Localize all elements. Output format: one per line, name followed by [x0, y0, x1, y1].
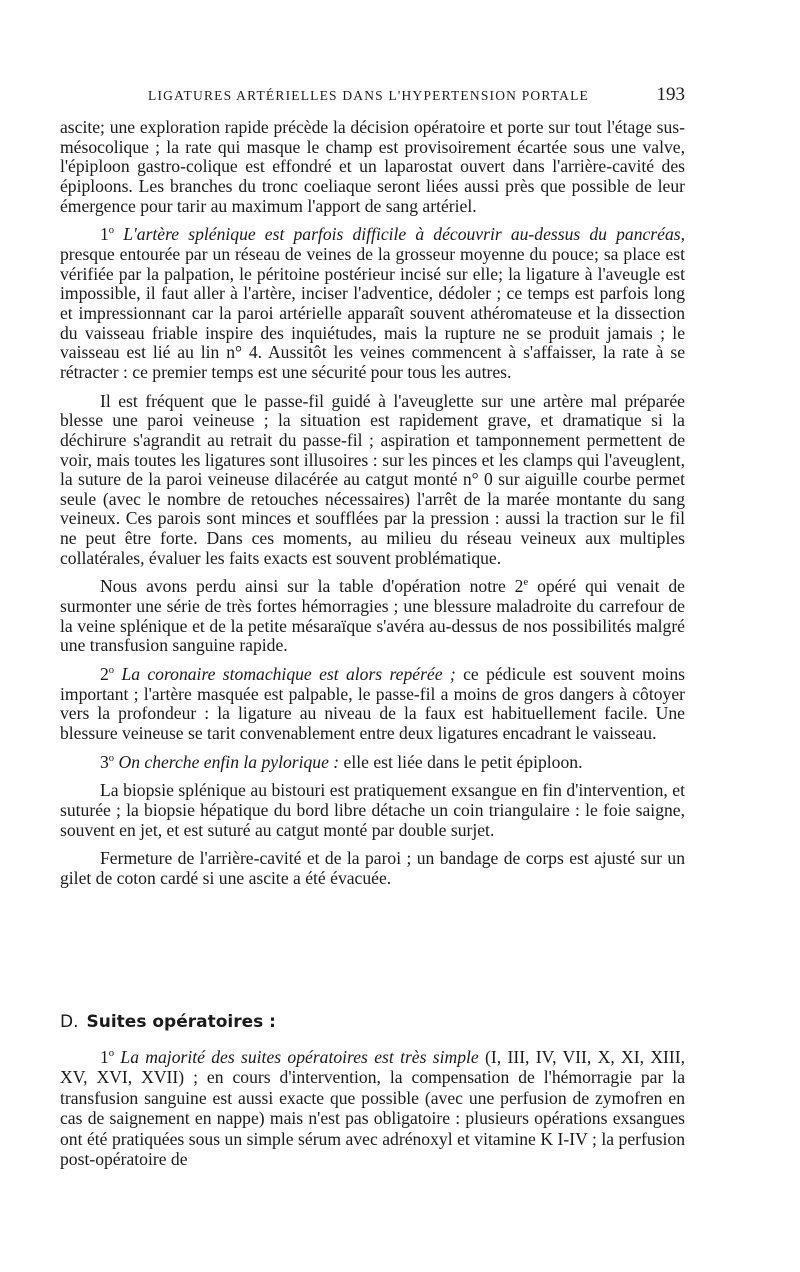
section-letter: D. — [60, 1012, 79, 1032]
item-text: elle est liée dans le petit épiploon. — [339, 751, 583, 772]
paragraph-case-loss — [60, 577, 685, 656]
body-text — [60, 118, 685, 889]
paragraph-closure: Fermeture de l'arrière-cavité et de la paroi ; un bandage de corps est ajusté sur un gilet de coton cardé si une ascite a été évacuée. — [60, 848, 685, 888]
body-text-section-d — [60, 1047, 685, 1169]
item-heading: L'artère splénique est parfois difficile à découvrir au-dessus du pancréas, — [123, 224, 685, 245]
item-number: 1 — [100, 224, 109, 245]
page-header — [60, 84, 685, 110]
paragraph-pyloric — [60, 753, 685, 773]
item-number: 3 — [100, 751, 109, 772]
item-heading: La coronaire stomachique est alors repérée ; — [121, 664, 456, 685]
section-heading — [60, 1012, 276, 1032]
item-number: 2 — [100, 664, 109, 685]
paragraph-splenic-artery — [60, 225, 685, 382]
running-title: LIGATURES ARTÉRIELLES DANS L'HYPERTENSION PORTALE — [148, 88, 589, 103]
page-number: 193 — [656, 84, 685, 105]
paragraph-continuation: ascite; une exploration rapide précède la décision opératoire et porte sur tout l'étage sus-mésocolique ; la rate qui masque le champ est provisoirement écartée sous une valve, l'épiploon gastro-colique est effondré et un laparostat ouvert dans l'arrière-cavité des épiploons. Les branches du tronc coeliaque seront liées aussi près que possible de leur émergence pour tarir au maximum l'apport de sang artériel. — [60, 117, 685, 216]
item-number: 1 — [100, 1047, 109, 1067]
degree-sign: o — [108, 665, 115, 677]
item-text: presque entourée par un réseau de veines de la grosseur moyenne du pouce; sa place est vérifiée par la palpation, le péritoine postérieur incisé sur elle; la ligature à l'aveugle est impossible, il faut aller à l'artère, inciser l'adventice, dédoler ; ce temps est parfois long et impressionnant car la paroi artérielle apparaît souvent athéromateuse et la dissection du vaisseau friable inspire des inquiétudes, mais la rupture ne se produit jamais ; le vaisseau est lié au lin n° 4. Aussitôt les veines commencent à s'affaisser, la rate à se rétracter : ce premier temps est une sécurité pour tous les autres. — [60, 243, 685, 382]
text-segment: Nous avons perdu ainsi sur la table d'opération notre 2 — [100, 576, 524, 597]
superscript: e — [523, 577, 529, 589]
item-heading: On cherche enfin la pylorique : — [118, 751, 340, 772]
paragraph-biopsy: La biopsie splénique au bistouri est pratiquement exsangue en fin d'intervention, et suturée ; la biopsie hépatique du bord libre détache un coin triangulaire : le foie saigne, souvent en jet, et est suturé au catgut monté par double surjet. — [60, 780, 685, 840]
degree-sign: o — [108, 752, 115, 764]
item-text: ce pédicule est souvent moins important ; l'artère masquée est palpable, le passe-fil a moins de gros dangers à côtoyer vers la profondeur : la ligature au niveau de la faux est habituellement facile. Une blessure veineuse se tarit convenablement entre deux ligatures encadrant le vaisseau. — [60, 664, 685, 744]
degree-sign: o — [108, 225, 115, 237]
degree-sign: o — [108, 1048, 115, 1060]
item-text: (I, III, IV, VII, X, XI, XIII, XV, XVI, XVII) ; en cours d'intervention, la compensation de l'hémorragie par la transfusion sanguine est aussi exacte que possible (avec une perfusion de zymofren en cas de saignement en nappe) mais n'est pas obligatoire : plusieurs opérations exsangues ont été pratiquées sous un simple sérum avec adrénoxyl et vitamine K I-IV ; la perfusion post-opératoire de — [60, 1047, 685, 1170]
section-title: Suites opératoires : — [86, 1012, 276, 1032]
paragraph-vein-injury: Il est fréquent que le passe-fil guidé à l'aveuglette sur une artère mal préparée blesse une paroi veineuse ; la situation est rapidement grave, et dramatique si la déchirure s'agrandit au retrait du passe-fil ; aspiration et tamponnement permettent de voir, mais toutes les ligatures sont illusoires : sur les pinces et les clamps qui l'aveuglent, la suture de la paroi veineuse dilacérée au catgut monté n° 0 sur aiguille courbe permet seule (avec le nombre de retouches nécessaires) l'arrêt de la marée montante du sang veineux. Ces parois sont minces et soufflées par la pression : aussi la traction sur le fil ne peut être forte. Dans ces moments, au milieu du réseau veineux aux multiples collatérales, évaluer les faits exacts est souvent problématique. — [60, 390, 685, 568]
text-segment: opéré qui venait de surmonter une série de très fortes hémorragies ; une blessure maladroite du carrefour de la veine splénique et de la petite mésaraïque s'avéra au-dessus de nos possibilités malgré une transfusion sanguine rapide. — [60, 576, 685, 656]
paragraph-coronary — [60, 665, 685, 744]
paragraph-outcomes — [60, 1047, 685, 1169]
item-heading: La majorité des suites opératoires est très simple — [120, 1047, 479, 1067]
